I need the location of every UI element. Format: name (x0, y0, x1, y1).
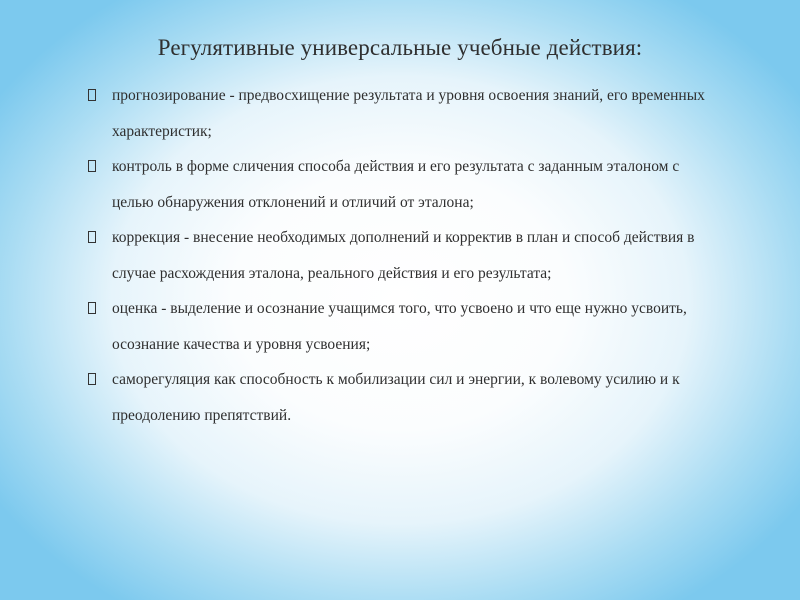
bullet-text: коррекция - внесение необходимых дополнений и корректив в план и способ действия в случае расхождения эталона, реального действия и его результата; (112, 229, 695, 282)
square-bullet-icon (88, 89, 96, 101)
square-bullet-icon (88, 373, 96, 385)
bullet-text: оценка - выделение и осознание учащимся того, что усвоено и что еще нужно усвоить, осознание качества и уровня усвоения; (112, 300, 687, 353)
bullet-item-evaluation (88, 291, 708, 362)
bullet-item-forecasting (88, 78, 708, 149)
bullet-text: контроль в форме сличения способа действия и его результата с заданным эталоном с целью обнаружения отклонений и отличий от эталона; (112, 158, 680, 211)
square-bullet-icon (88, 160, 96, 172)
slide-title: Регулятивные универсальные учебные действия: (157, 35, 643, 60)
bullet-list (88, 78, 708, 433)
bullet-text: прогнозирование - предвосхищение результата и уровня освоения знаний, его временных характеристик; (112, 87, 705, 140)
bullet-text: саморегуляция как способность к мобилизации сил и энергии, к волевому усилию и к преодолению препятствий. (112, 371, 680, 424)
square-bullet-icon (88, 302, 96, 314)
bullet-item-self-regulation (88, 362, 708, 433)
square-bullet-icon (88, 231, 96, 243)
bullet-item-control (88, 149, 708, 220)
bullet-item-correction (88, 220, 708, 291)
